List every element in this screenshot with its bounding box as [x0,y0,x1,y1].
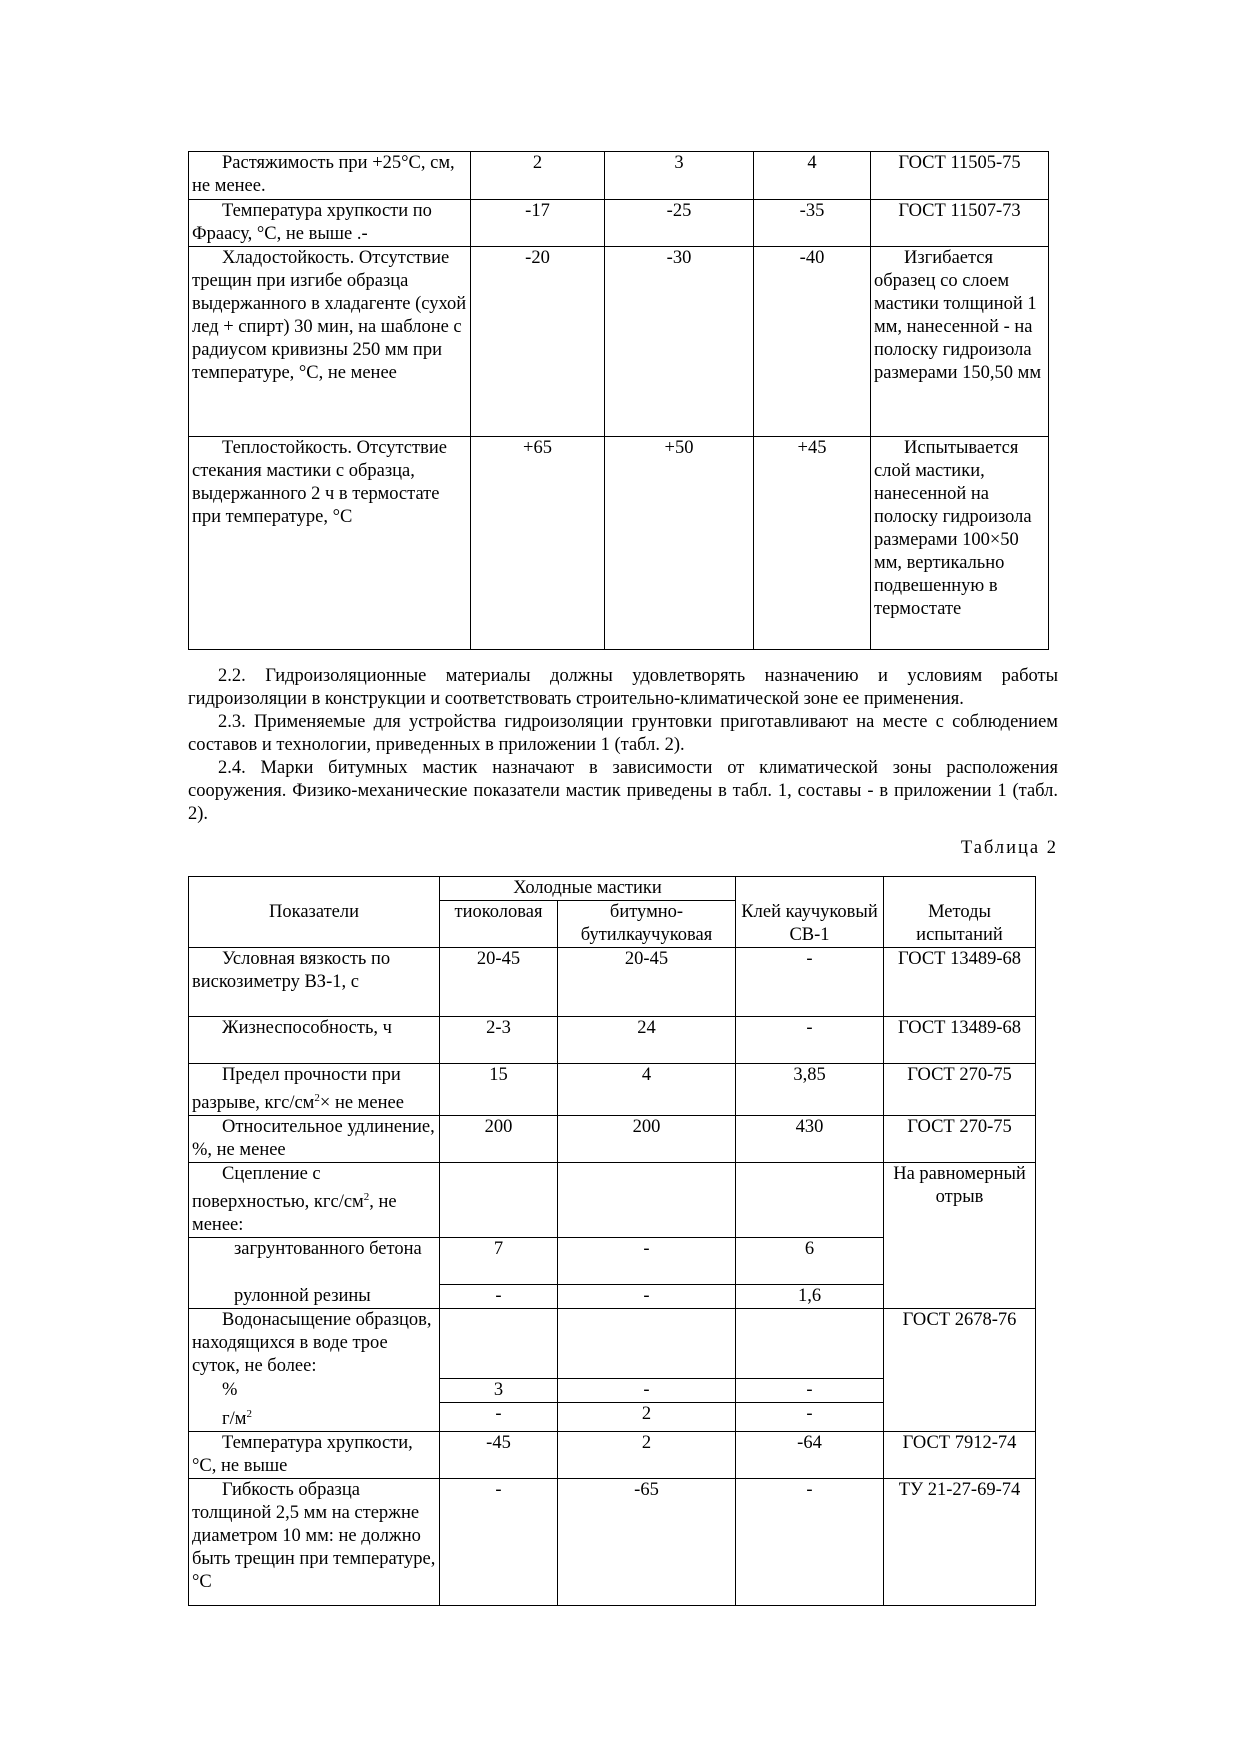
table-caption: Таблица 2 [960,838,1058,858]
superscript: 2 [314,1092,320,1104]
value-cell [736,1163,884,1238]
property-text: × не менее [319,1093,404,1114]
property-text: Сцепление с поверхностью, кгс/см [192,1164,364,1213]
table-row [189,152,1049,200]
header-row [189,877,1036,901]
value-cell [440,1309,558,1379]
property-cell [189,1403,440,1432]
method-cell: ГОСТ 270-75 [884,1116,1036,1163]
value-cell: 3,85 [736,1064,884,1116]
value-cell: 6 [736,1238,884,1285]
value-cell [736,1309,884,1379]
table-row [189,1116,1036,1163]
property-cell: загрунтованного бетона [189,1238,440,1285]
property-cell: Водонасыщение образцов, находящихся в воде трое суток, не более: [189,1309,440,1379]
value-cell: 430 [736,1116,884,1163]
value-cell: - [440,1478,558,1605]
value-cell [558,1163,736,1238]
value-cell: +45 [754,437,871,650]
property-cell: Хладостойкость. Отсутствие трещин при изгибе образца выдержанного в хладагенте (сухой лед + спирт) 30 мин, на шаблоне с радиусом кривизны 250 мм при температуре, °С, не менее [189,247,471,437]
value-cell: 3 [440,1379,558,1403]
value-cell: 15 [440,1064,558,1116]
property-text: , не менее: [192,1192,397,1236]
value-cell: 7 [440,1238,558,1285]
method-cell: ГОСТ 7912-74 [884,1431,1036,1478]
value-cell: 2 [471,152,605,200]
value-cell: 200 [558,1116,736,1163]
value-cell: 200 [440,1116,558,1163]
header-indicators: Показатели [189,877,440,948]
value-cell: - [440,1403,558,1432]
value-cell: -65 [558,1478,736,1605]
header-thiokol: тиоколовая [440,901,558,948]
table-row [189,948,1036,1017]
value-cell: - [558,1379,736,1403]
value-cell: 4 [558,1064,736,1116]
property-cell: Жизнеспособность, ч [189,1017,440,1064]
table-row [189,1309,1036,1379]
value-cell: +65 [471,437,605,650]
value-cell: -17 [471,200,605,247]
paragraph-2-3: 2.3. Применяемые для устройства гидроизоляции грунтовки приготавливают на месте с соблюдением составов и технологии, приведенных в приложении 1 (табл. 2). [188,712,1058,755]
superscript: 2 [246,1407,252,1420]
property-cell: Температура хрупкости, °С, не выше [189,1431,440,1478]
table-row [189,247,1049,437]
value-cell: 4 [754,152,871,200]
method-cell: ТУ 21-27-69-74 [884,1478,1036,1605]
value-cell: -25 [605,200,754,247]
value-cell: -20 [471,247,605,437]
method-cell: Испытывается слой мастики, нанесенной на полоску гидроизола размерами 100×50 мм, вертикально подвешенную в термостате [871,437,1049,650]
value-cell: 2 [558,1431,736,1478]
method-cell: Изгибается образец со слоем мастики толщиной 1 мм, нанесенной - на полоску гидроизола размерами 150,50 мм [871,247,1049,437]
value-cell: -30 [605,247,754,437]
value-cell: - [736,1403,884,1432]
value-cell: - [558,1238,736,1285]
method-cell: На равномерный отрыв [884,1163,1036,1309]
value-cell: -45 [440,1431,558,1478]
table-row [189,437,1049,650]
value-cell: -64 [736,1431,884,1478]
value-cell: - [736,1379,884,1403]
value-cell: 2 [558,1403,736,1432]
value-cell: 20-45 [440,948,558,1017]
table-row [189,1431,1036,1478]
table-row [189,200,1049,247]
value-cell: 20-45 [558,948,736,1017]
superscript: 2 [363,1191,370,1204]
value-cell: 1,6 [736,1285,884,1309]
value-cell [440,1163,558,1238]
property-cell: Гибкость образца толщиной 2,5 мм на стержне диаметром 10 мм: не должно быть трещин при температуре, °С [189,1478,440,1605]
header-cold-mastics: Холодные мастики [440,877,736,901]
value-cell [558,1309,736,1379]
value-cell: 3 [605,152,754,200]
property-cell: Теплостойкость. Отсутствие стекания мастики с образца, выдержанного 2 ч в термостате при температуре, °С [189,437,471,650]
table-row [189,1017,1036,1064]
property-text: г/м [222,1408,247,1429]
value-cell: - [440,1285,558,1309]
method-cell: ГОСТ 11507-73 [871,200,1049,247]
property-cell [189,1163,440,1238]
property-cell: рулонной резины [189,1285,440,1309]
header-methods: Методы испытаний [884,877,1036,948]
value-cell: - [736,1017,884,1064]
property-cell: Растяжимость при +25°С, см, не менее. [189,152,471,200]
table-row [189,1064,1036,1116]
paragraph-2-2: 2.2. Гидроизоляционные материалы должны удовлетворять назначению и условиям работы гидроизоляции в конструкции и соответствовать строительно-климатической зоне ее применения. [188,666,1058,709]
property-cell: Температура хрупкости по Фраасу, °С, не выше .- [189,200,471,247]
property-cell [189,1064,440,1116]
value-cell: - [558,1285,736,1309]
property-cell: % [189,1379,440,1403]
paragraph-2-4: 2.4. Марки битумных мастик назначают в зависимости от климатической зоны расположения сооружения. Физико-механические показатели мастик приведены в табл. 1, составы - в приложении 1 (табл. 2). [188,758,1058,824]
value-cell: 2-3 [440,1017,558,1064]
value-cell: - [736,1478,884,1605]
table-row [189,1163,1036,1238]
value-cell: -35 [754,200,871,247]
mastics-properties-table [188,876,1036,1606]
property-cell: Относительное удлинение, %, не менее [189,1116,440,1163]
header-glue: Клей каучуковый СВ-1 [736,877,884,948]
method-cell: ГОСТ 2678-76 [884,1309,1036,1432]
value-cell: +50 [605,437,754,650]
method-cell: ГОСТ 13489-68 [884,1017,1036,1064]
value-cell: 24 [558,1017,736,1064]
property-text: Предел прочности при разрыве, кгс/см [192,1065,401,1114]
method-cell: ГОСТ 11505-75 [871,152,1049,200]
method-cell: ГОСТ 270-75 [884,1064,1036,1116]
bitumen-properties-table [188,151,1049,650]
value-cell: -40 [754,247,871,437]
header-bitumen: битумно-бутилкаучуковая [558,901,736,948]
value-cell: - [736,948,884,1017]
table-row [189,1478,1036,1605]
property-cell: Условная вязкость по вискозиметру ВЗ-1, с [189,948,440,1017]
method-cell: ГОСТ 13489-68 [884,948,1036,1017]
